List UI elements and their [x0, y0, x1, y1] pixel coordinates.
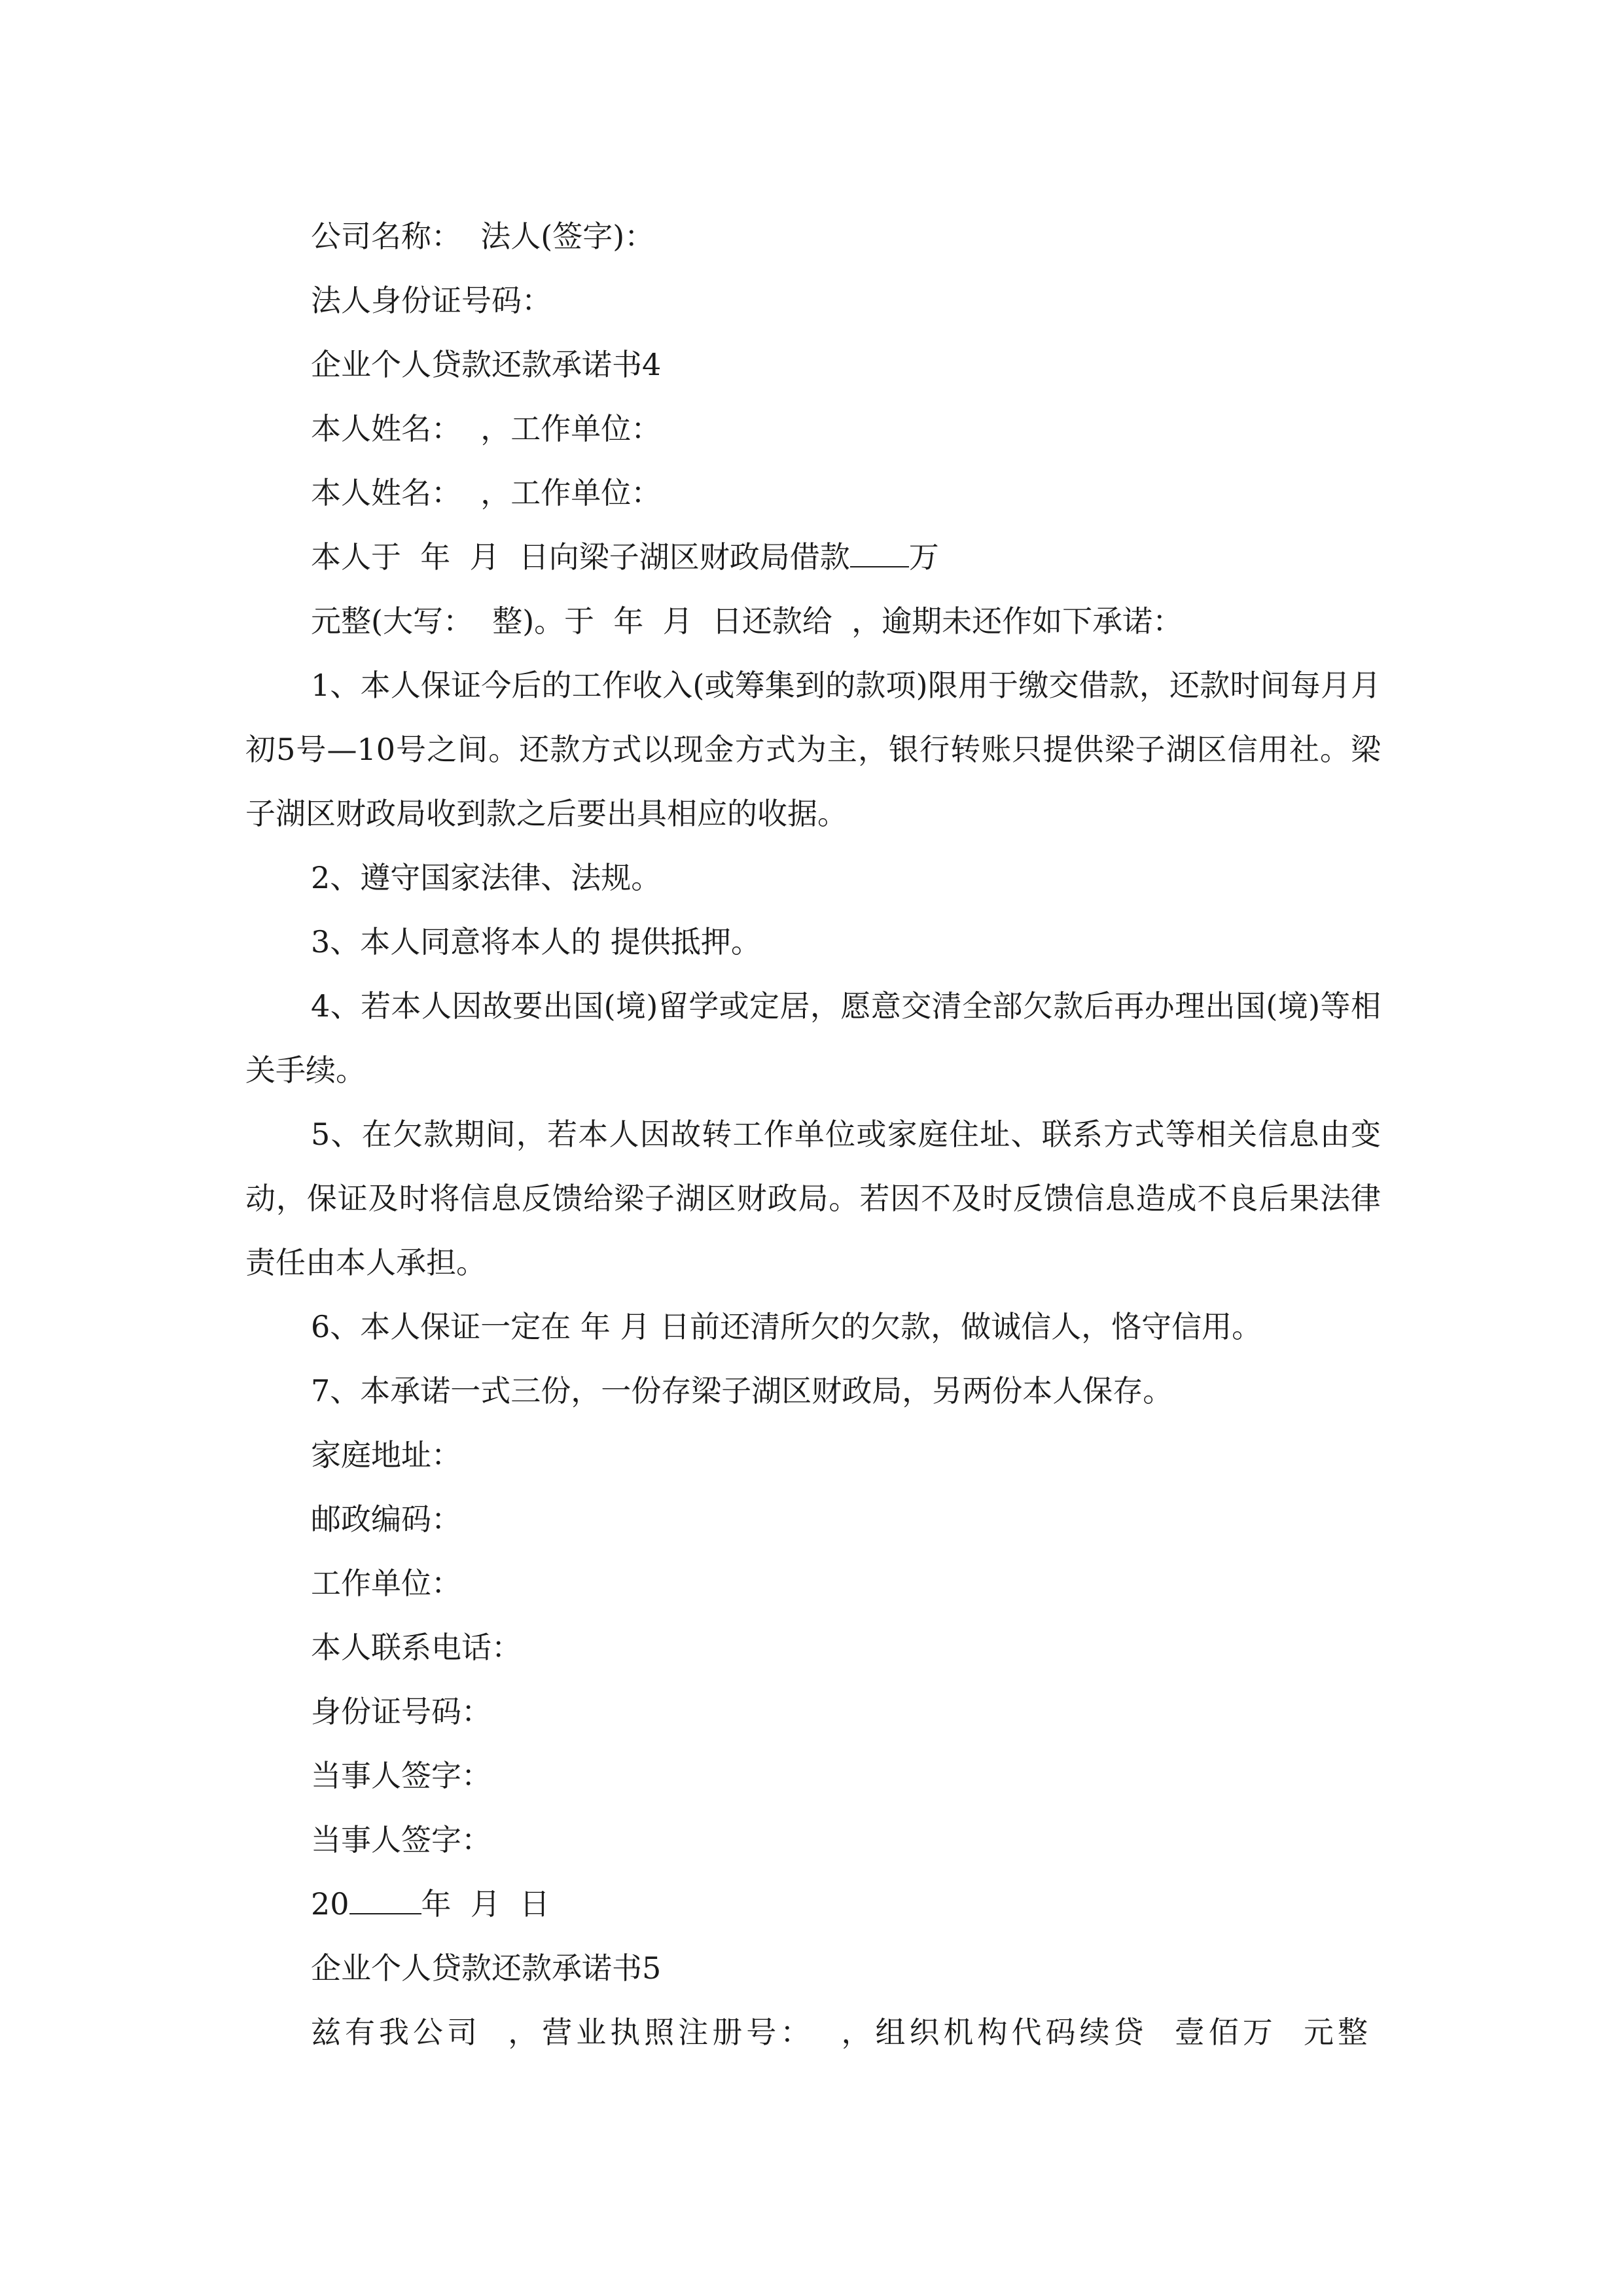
name-line-2: 本人姓名： ，工作单位：	[311, 475, 662, 511]
clause-4: 4、若本人因故要出国(境)留学或定居，愿意交清全部欠款后再办理出国(境)等相关手续。	[245, 988, 1381, 1088]
blank-underline	[850, 566, 909, 567]
date-line	[245, 1872, 1381, 1936]
field-work-unit: 工作单位：	[311, 1566, 461, 1601]
legal-id-line: 法人身份证号码：	[311, 283, 552, 318]
date-prefix: 20	[311, 1886, 349, 1922]
field-home-address: 家庭地址：	[311, 1437, 461, 1473]
document-body	[245, 204, 1381, 2064]
field-signature-2: 当事人签字：	[311, 1822, 491, 1857]
date-suffix: 年 月 日	[421, 1886, 550, 1922]
loan-unit: 万	[908, 539, 939, 575]
name-line-1: 本人姓名： ，工作单位：	[311, 411, 662, 446]
field-postal-code: 邮政编码：	[311, 1501, 461, 1537]
company-statement-line: 兹有我公司 ，营业执照注册号： ，组织机构代码续贷 壹佰万 元整	[311, 2015, 1372, 2050]
field-signature-1: 当事人签字：	[311, 1758, 491, 1793]
loan-line	[245, 525, 1381, 589]
loan-line-text: 本人于 年 月 日向梁子湖区财政局借款	[311, 539, 850, 575]
clause-3: 3、本人同意将本人的 提供抵押。	[311, 924, 761, 960]
clause-5: 5、在欠款期间，若本人因故转工作单位或家庭住址、联系方式等相关信息由变动，保证及时将信息反馈给梁子湖区财政局。若因不及时反馈信息造成不良后果法律责任由本人承担。	[245, 1117, 1381, 1280]
loan-terms-line: 元整(大写： 整)。于 年 月 日还款给 ，逾期未还作如下承诺：	[311, 603, 1183, 639]
clause-1: 1、本人保证今后的工作收入(或筹集到的款项)限用于缴交借款，还款时间每月月初5号—10号之间。还款方式以现金方式为主，银行转账只提供梁子湖区信用社。梁子湖区财政局收到款之后要出具相应的收据。	[245, 668, 1381, 831]
clause-2: 2、遵守国家法律、法规。	[311, 860, 662, 895]
field-phone: 本人联系电话：	[311, 1630, 522, 1665]
field-id-number: 身份证号码：	[311, 1694, 491, 1729]
blank-underline	[349, 1913, 421, 1914]
section-heading-4: 企业个人贷款还款承诺书4	[311, 347, 662, 382]
clause-7: 7、本承诺一式三份，一份存梁子湖区财政局，另两份本人保存。	[311, 1373, 1173, 1408]
clause-6: 6、本人保证一定在 年 月 日前还清所欠的欠款，做诚信人，恪守信用。	[311, 1309, 1262, 1344]
company-name-line: 公司名称： 法人(签字)：	[311, 219, 655, 254]
section-heading-5: 企业个人贷款还款承诺书5	[311, 1950, 662, 1986]
